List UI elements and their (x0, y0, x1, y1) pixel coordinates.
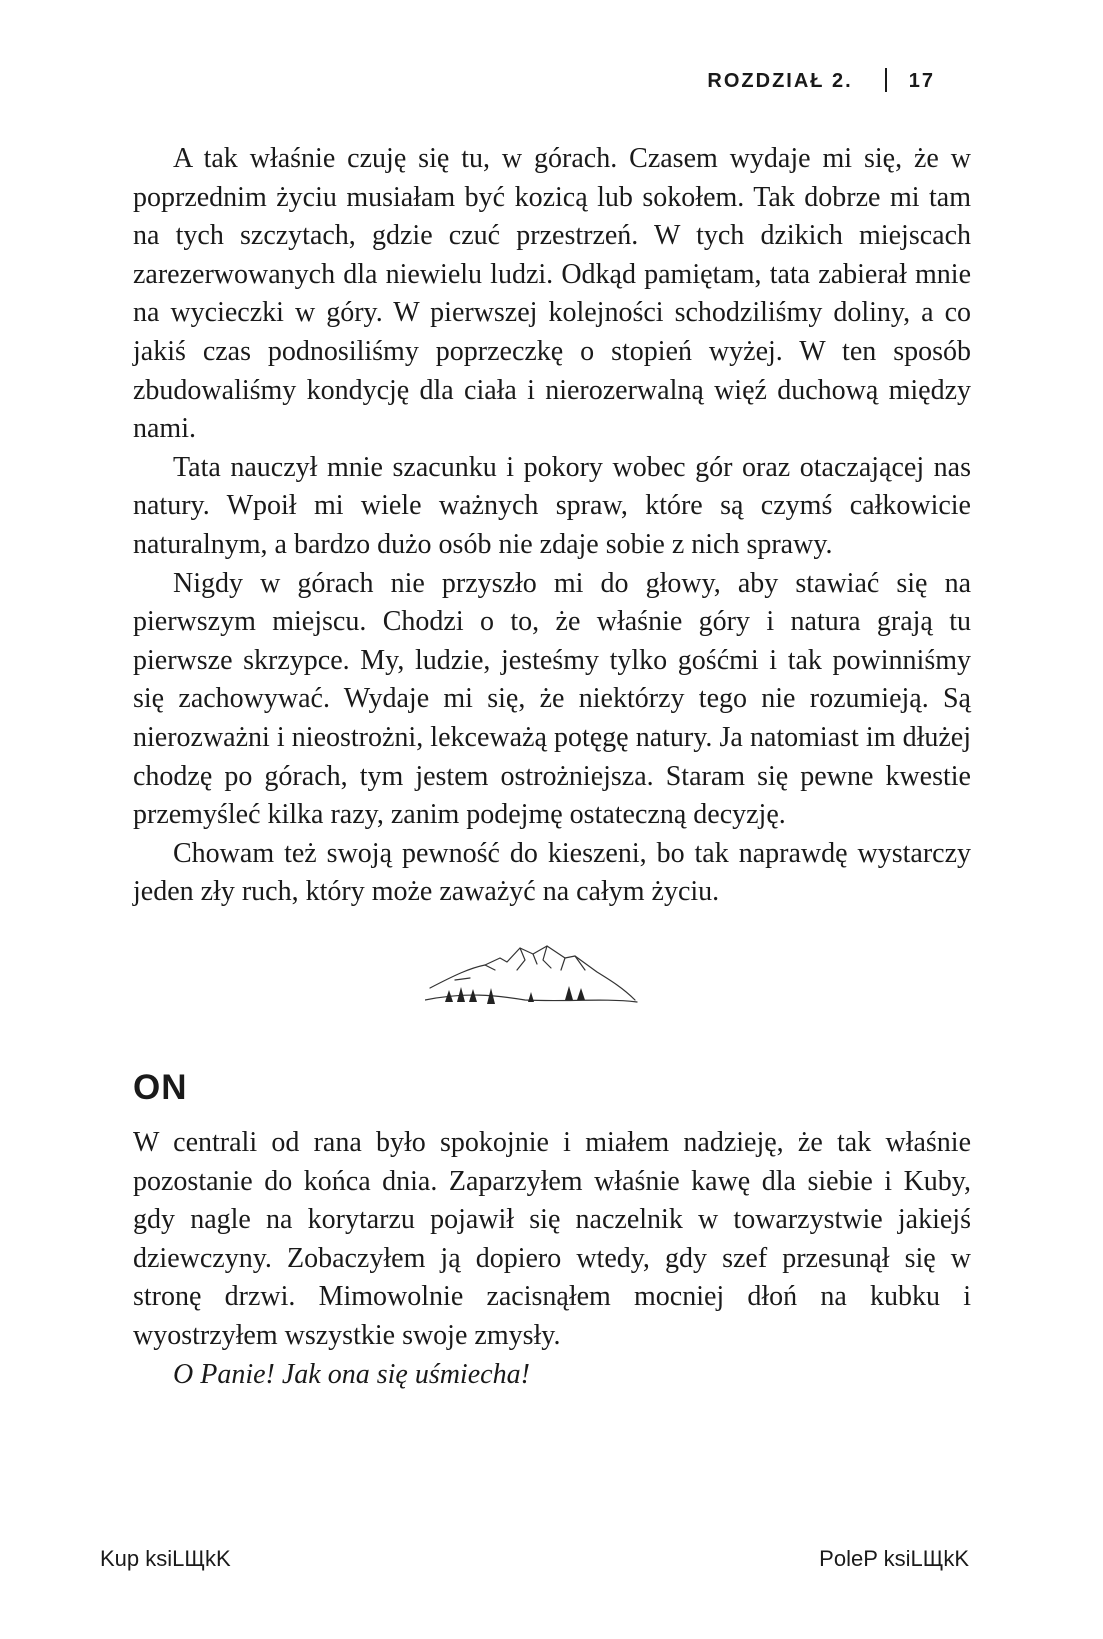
paragraph: Nigdy w górach nie przyszło mi do głowy, aby stawiać się na pierwszym miejscu. Chodzi o to, że właśnie góry i natura grają tu pierwsze skrzypce. My, ludzie, jesteśmy tylko gośćmi i tak powinniśmy się zachowywać. Wydaje mi się, że niektórzy tego nie rozumieją. Są nierozważni i nieostrożni, lekceważą potęgę natury. Ja natomiast im dłużej chodzę po górach, tym jestem ostrożniejsza. Staram się pewne kwestie przemyśleć kilka razy, zanim podejmę ostateczną decyzję. (133, 567, 971, 831)
section-heading: ON (133, 1068, 188, 1107)
italic-line: O Panie! Jak ona się uśmiecha! (173, 1358, 530, 1390)
section-body (133, 1124, 971, 1394)
paragraph: Chowam też swoją pewność do kieszeni, bo tak naprawdę wystarczy jeden zły ruch, który może zaważyć na całym życiu. (133, 837, 971, 908)
footer-recommend-link[interactable]: PoleP ksiLЩkK (819, 1546, 969, 1571)
paragraph: W centrali od rana było spokojnie i miałem nadzieję, że tak właśnie pozostanie do końca dnia. Zaparzyłem właśnie kawę dla siebie i Kuby, gdy nagle na korytarzu pojawił się naczelnik w towarzystwie jakiejś dziewczyny. Zobaczyłem ją dopiero wtedy, gdy szef przesunął się w stronę drzwi. Mimowolnie zacisnąłem mocniej dłoń na kubku i wyostrzyłem wszystkie swoje zmysły. (133, 1127, 971, 1351)
chapter-body (133, 140, 971, 912)
paragraph: A tak właśnie czuję się tu, w górach. Czasem wydaje mi się, że w poprzednim życiu musiałam być kozicą lub sokołem. Tak dobrze mi tam na tych szczytach, gdzie czuć przestrzeń. W tych dzikich miejscach zarezerwowanych dla niewielu ludzi. Odkąd pamiętam, tata zabierał mnie na wycieczki w góry. W pierwszej kolejności schodziliśmy doliny, a co jakiś czas podnosiliśmy poprzeczkę o stopień wyżej. W ten sposób zbudowaliśmy kondycję dla ciała i nierozerwalną więź duchową między nami. (133, 143, 971, 445)
paragraph: Tata nauczył mnie szacunku i pokory wobec gór oraz otaczającej nas natury. Wpoił mi wiele ważnych spraw, które są czymś całkowicie naturalnym, a bardzo dużo osób nie zdaje sobie z nich sprawy. (133, 451, 971, 560)
running-header (707, 68, 935, 93)
mountain-range-icon (425, 940, 640, 1020)
chapter-label: ROZDZIAŁ 2. (707, 70, 853, 92)
footer-buy-link[interactable]: Kup ksiLЩkK (100, 1546, 231, 1571)
page-number: 17 (908, 70, 935, 92)
header-separator (885, 68, 887, 92)
